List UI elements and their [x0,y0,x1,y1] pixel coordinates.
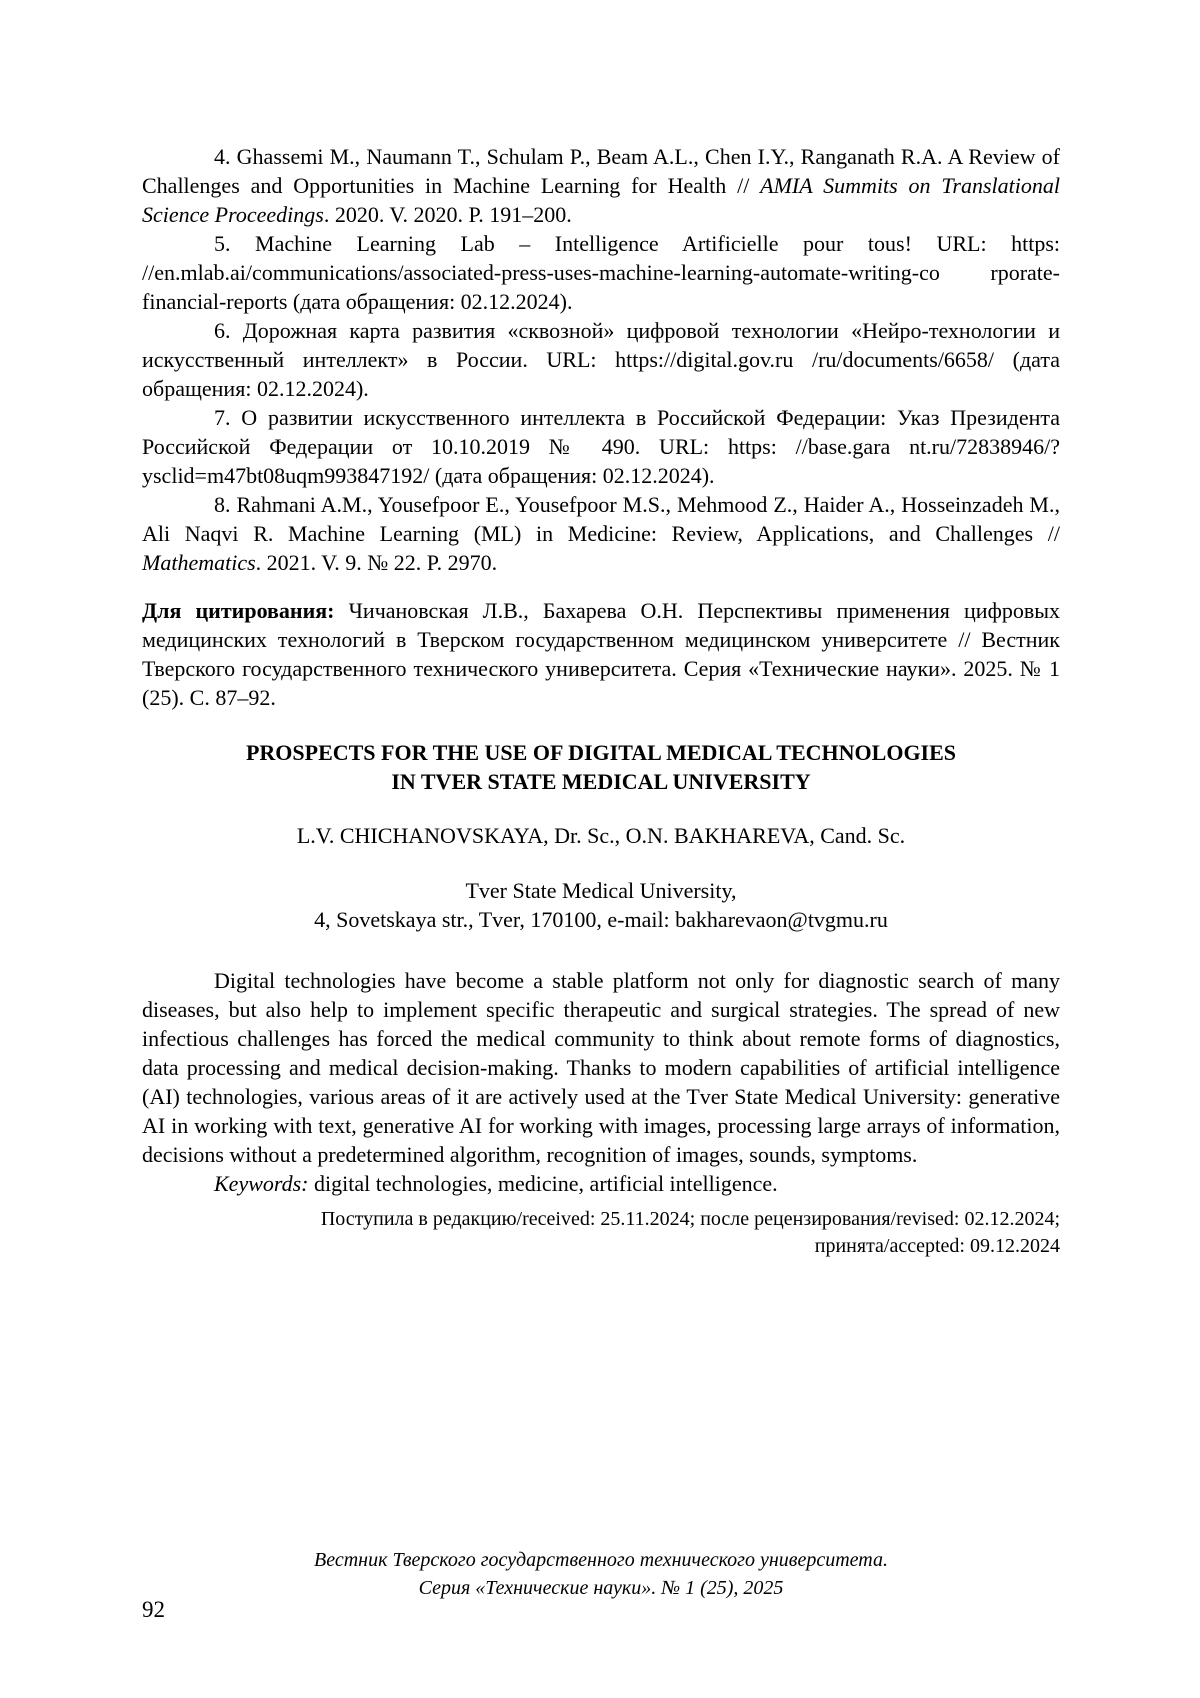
dates-line1: Поступила в редакцию/received: 25.11.2024; после рецензирования/revised: 02.12.2024; [320,1208,1060,1230]
keywords-label: Keywords: [214,1171,309,1196]
reference-text: . 2021. V. 9. № 22. P. 2970. [255,550,498,575]
reference-text: 5. Machine Learning Lab – Intelligence Artificielle pour tous! URL: https: //en.mlab.ai/communications/associated-press-uses-machine-learning-automate-writing-co rporate-financial-reports (дата обращения: 02.12.2024). [142,231,1060,314]
keywords-line [142,1169,1060,1198]
citation-label: Для цитирования: [142,598,335,623]
reference-item-6 [142,316,1060,403]
affiliation-line1: Tver State Medical University, [465,878,737,903]
reference-text: 4. Ghassemi M., Naumann T., Schulam P., Beam A.L., Chen I.Y., Ranganath R.A. A Review of Challenges and Opportunities in Machine Learning for Health // [142,144,1060,198]
authors-line: L.V. CHICHANOVSKAYA, Dr. Sc., O.N. BAKHAREVA, Cand. Sc. [296,823,906,848]
reference-item-4 [142,142,1060,229]
reference-item-7 [142,403,1060,490]
reference-journal-title: Mathematics [142,550,256,575]
article-title-line2: IN TVER STATE MEDICAL UNIVERSITY [391,769,811,794]
affiliation-line2: 4, Sovetskaya str., Tver, 170100, e-mail: bakharevaon@tvgmu.ru [314,907,888,932]
references-list [142,142,1060,577]
dates-block [142,1206,1060,1260]
keywords-text: digital technologies, medicine, artificial intelligence. [308,1171,778,1196]
journal-footer [142,1546,1060,1602]
reference-text: 7. О развитии искусственного интеллекта в Российской Федерации: Указ Президента Российской Федерации от 10.10.2019 № 490. URL: https: //base.gara nt.ru/72838946/?ysclid=m47bt08uqm993847192/ (дата обращения: 02.12.2024). [142,405,1060,488]
article-title [142,738,1060,796]
journal-footer-line2: Серия «Технические науки». № 1 (25), 2025 [418,1577,784,1599]
article-title-line1: PROSPECTS FOR THE USE OF DIGITAL MEDICAL TECHNOLOGIES [245,740,957,765]
abstract-paragraph: Digital technologies have become a stable platform not only for diagnostic search of many diseases, but also help to implement specific therapeutic and surgical strategies. The spread of new infectious challenges has forced the medical community to think about remote forms of diagnostics, data processing and medical decision-making. Thanks to modern capabilities of artificial intelligence (AI) technologies, various areas of it are actively used at the Tver State Medical University: generative AI in working with text, generative AI for working with images, processing large arrays of information, decisions without a predetermined algorithm, recognition of images, sounds, symptoms. [142,968,1060,1167]
citation-note [142,596,1060,712]
reference-item-5 [142,229,1060,316]
dates-line2: принята/accepted: 09.12.2024 [814,1235,1060,1257]
page-number: 92 [142,1597,165,1622]
reference-text: 6. Дорожная карта развития «сквозной» цифровой технологии «Нейро-технологии и искусственный интеллект» в России. URL: https://digital.gov.ru /ru/documents/6658/ (дата обращения: 02.12.2024). [142,318,1060,401]
citation-text: Чичановская Л.В., Бахарева О.Н. Перспективы применения цифровых медицинских технологий в Тверском государственном медицинском университете // Вестник Тверского государственного технического университета. Серия «Технические науки». 2025. № 1 (25). С. 87–92. [142,598,1060,710]
journal-footer-line1: Вестник Тверского государственного технического университета. [314,1549,888,1571]
affiliation [142,876,1060,934]
reference-text: . 2020. V. 2020. P. 191–200. [323,202,572,227]
reference-journal-title: AMIA Summits on Translational Science Proceedings [142,173,1060,227]
reference-item-8 [142,490,1060,577]
reference-text: 8. Rahmani A.M., Yousefpoor E., Yousefpoor M.S., Mehmood Z., Haider A., Hosseinzadeh M., Ali Naqvi R. Machine Learning (ML) in Medicine: Review, Applications, and Challenges // [142,492,1060,546]
